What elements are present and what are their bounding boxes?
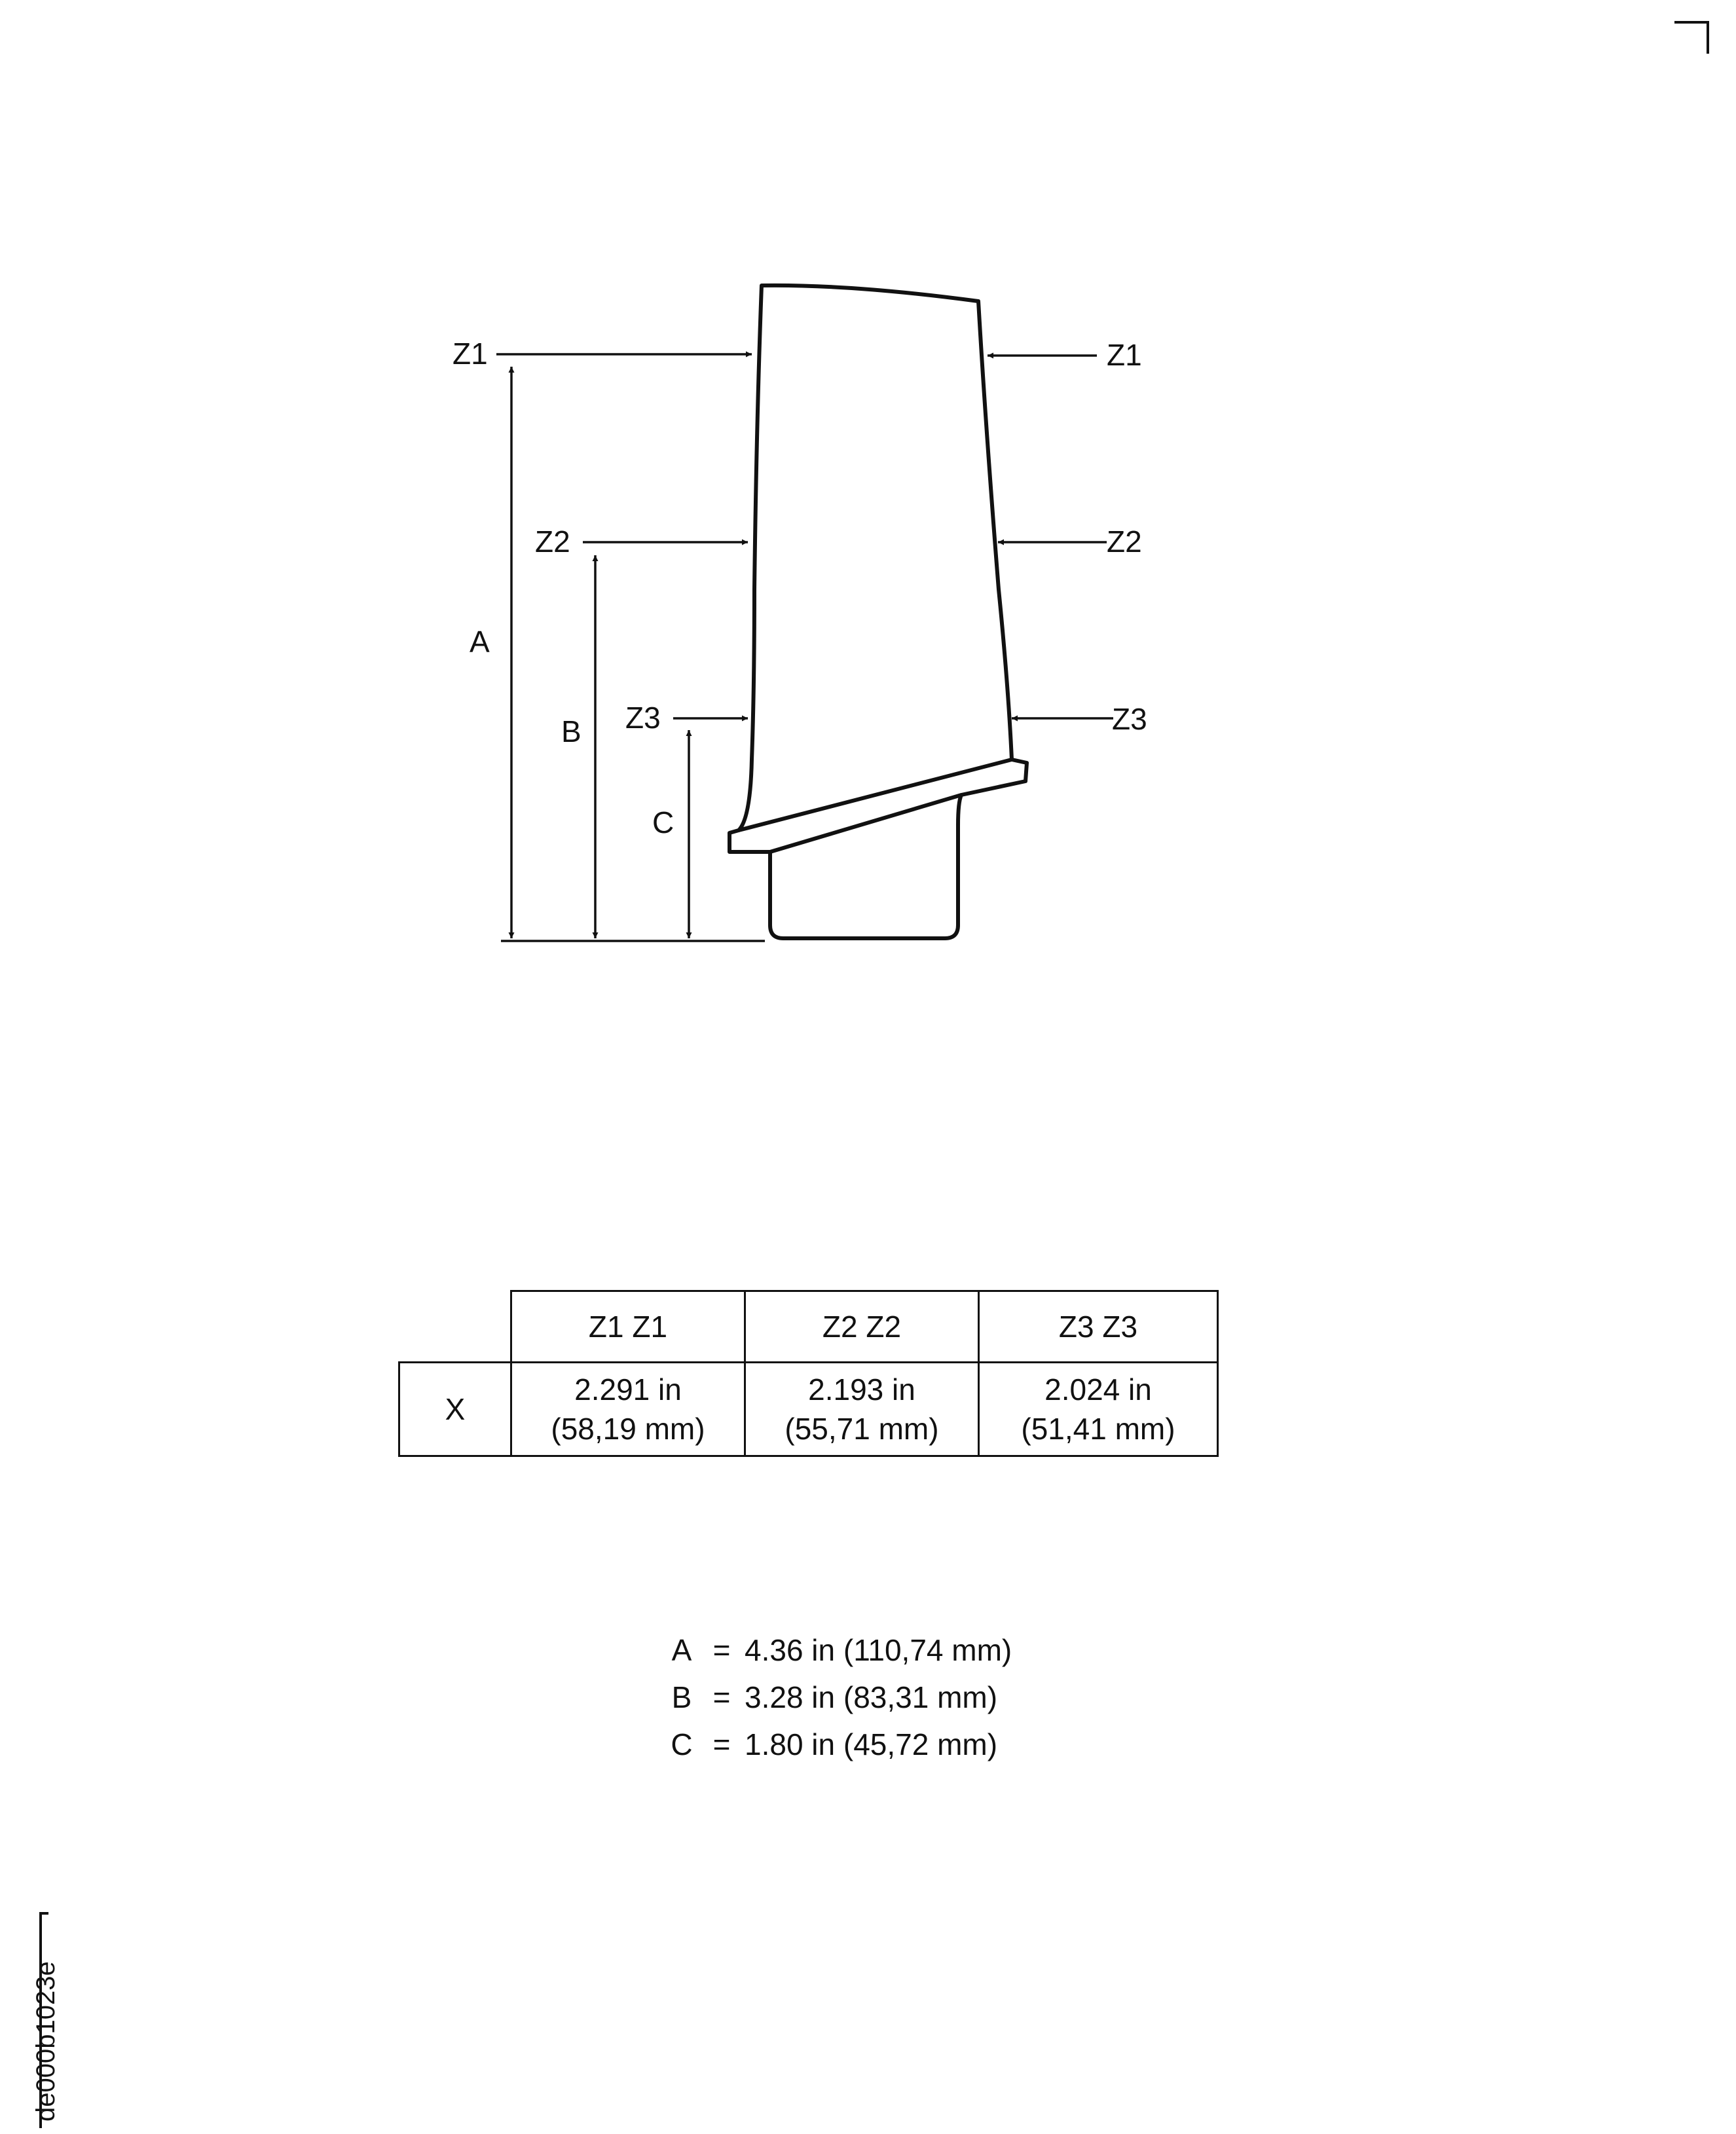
table-corner-cell [399,1291,511,1363]
dim-a-letter: A [470,625,490,659]
z1-value-mm: (58,19 mm) [551,1412,705,1446]
table-row-label: X [399,1363,511,1456]
dim-c-letter: C [652,805,674,839]
table-cell-z1 [511,1363,745,1456]
dimension-letter: A [671,1633,692,1667]
dimension-value: 4.36 in (110,74 mm) [745,1633,1012,1667]
dimension-value: 3.28 in (83,31 mm) [745,1680,998,1714]
dimension-equals: = [712,1680,731,1714]
crop-mark [1674,22,1708,54]
table-row [399,1363,1218,1456]
z1-value-in: 2.291 in [574,1372,682,1407]
dimension-legend [665,1627,1012,1768]
dimension-equals: = [712,1727,731,1761]
table-cell-z3 [979,1363,1218,1456]
z3-right-label: Z3 [1112,702,1147,736]
figure-id: de000b1023e [31,1961,60,2122]
measurement-table [398,1290,1219,1457]
z2-value-mm: (55,71 mm) [785,1412,939,1446]
table-header-z1: Z1 Z1 [511,1291,745,1363]
blade-airfoil [729,285,1027,938]
dimension-equals: = [712,1633,731,1667]
z2-left-label: Z2 [535,524,570,559]
dimension-letter: B [671,1680,692,1714]
z2-value-in: 2.193 in [808,1372,915,1407]
table-header-z3: Z3 Z3 [979,1291,1218,1363]
dimension-row-a [665,1627,1012,1674]
z1-right-label: Z1 [1107,338,1142,372]
z1-left-label: Z1 [452,337,488,371]
dimension-letter: C [671,1727,693,1761]
table-cell-z2 [745,1363,979,1456]
dim-b-letter: B [561,714,582,748]
z3-left-label: Z3 [625,701,661,735]
dimension-row-c [665,1721,1012,1768]
dimension-row-b [665,1674,1012,1721]
dimension-value: 1.80 in (45,72 mm) [745,1727,998,1761]
z2-right-label: Z2 [1107,524,1142,559]
table-header-row [399,1291,1218,1363]
z3-value-in: 2.024 in [1044,1372,1152,1407]
table-header-z2: Z2 Z2 [745,1291,979,1363]
z3-value-mm: (51,41 mm) [1021,1412,1175,1446]
figure-id-bracket-end [39,1912,48,1915]
